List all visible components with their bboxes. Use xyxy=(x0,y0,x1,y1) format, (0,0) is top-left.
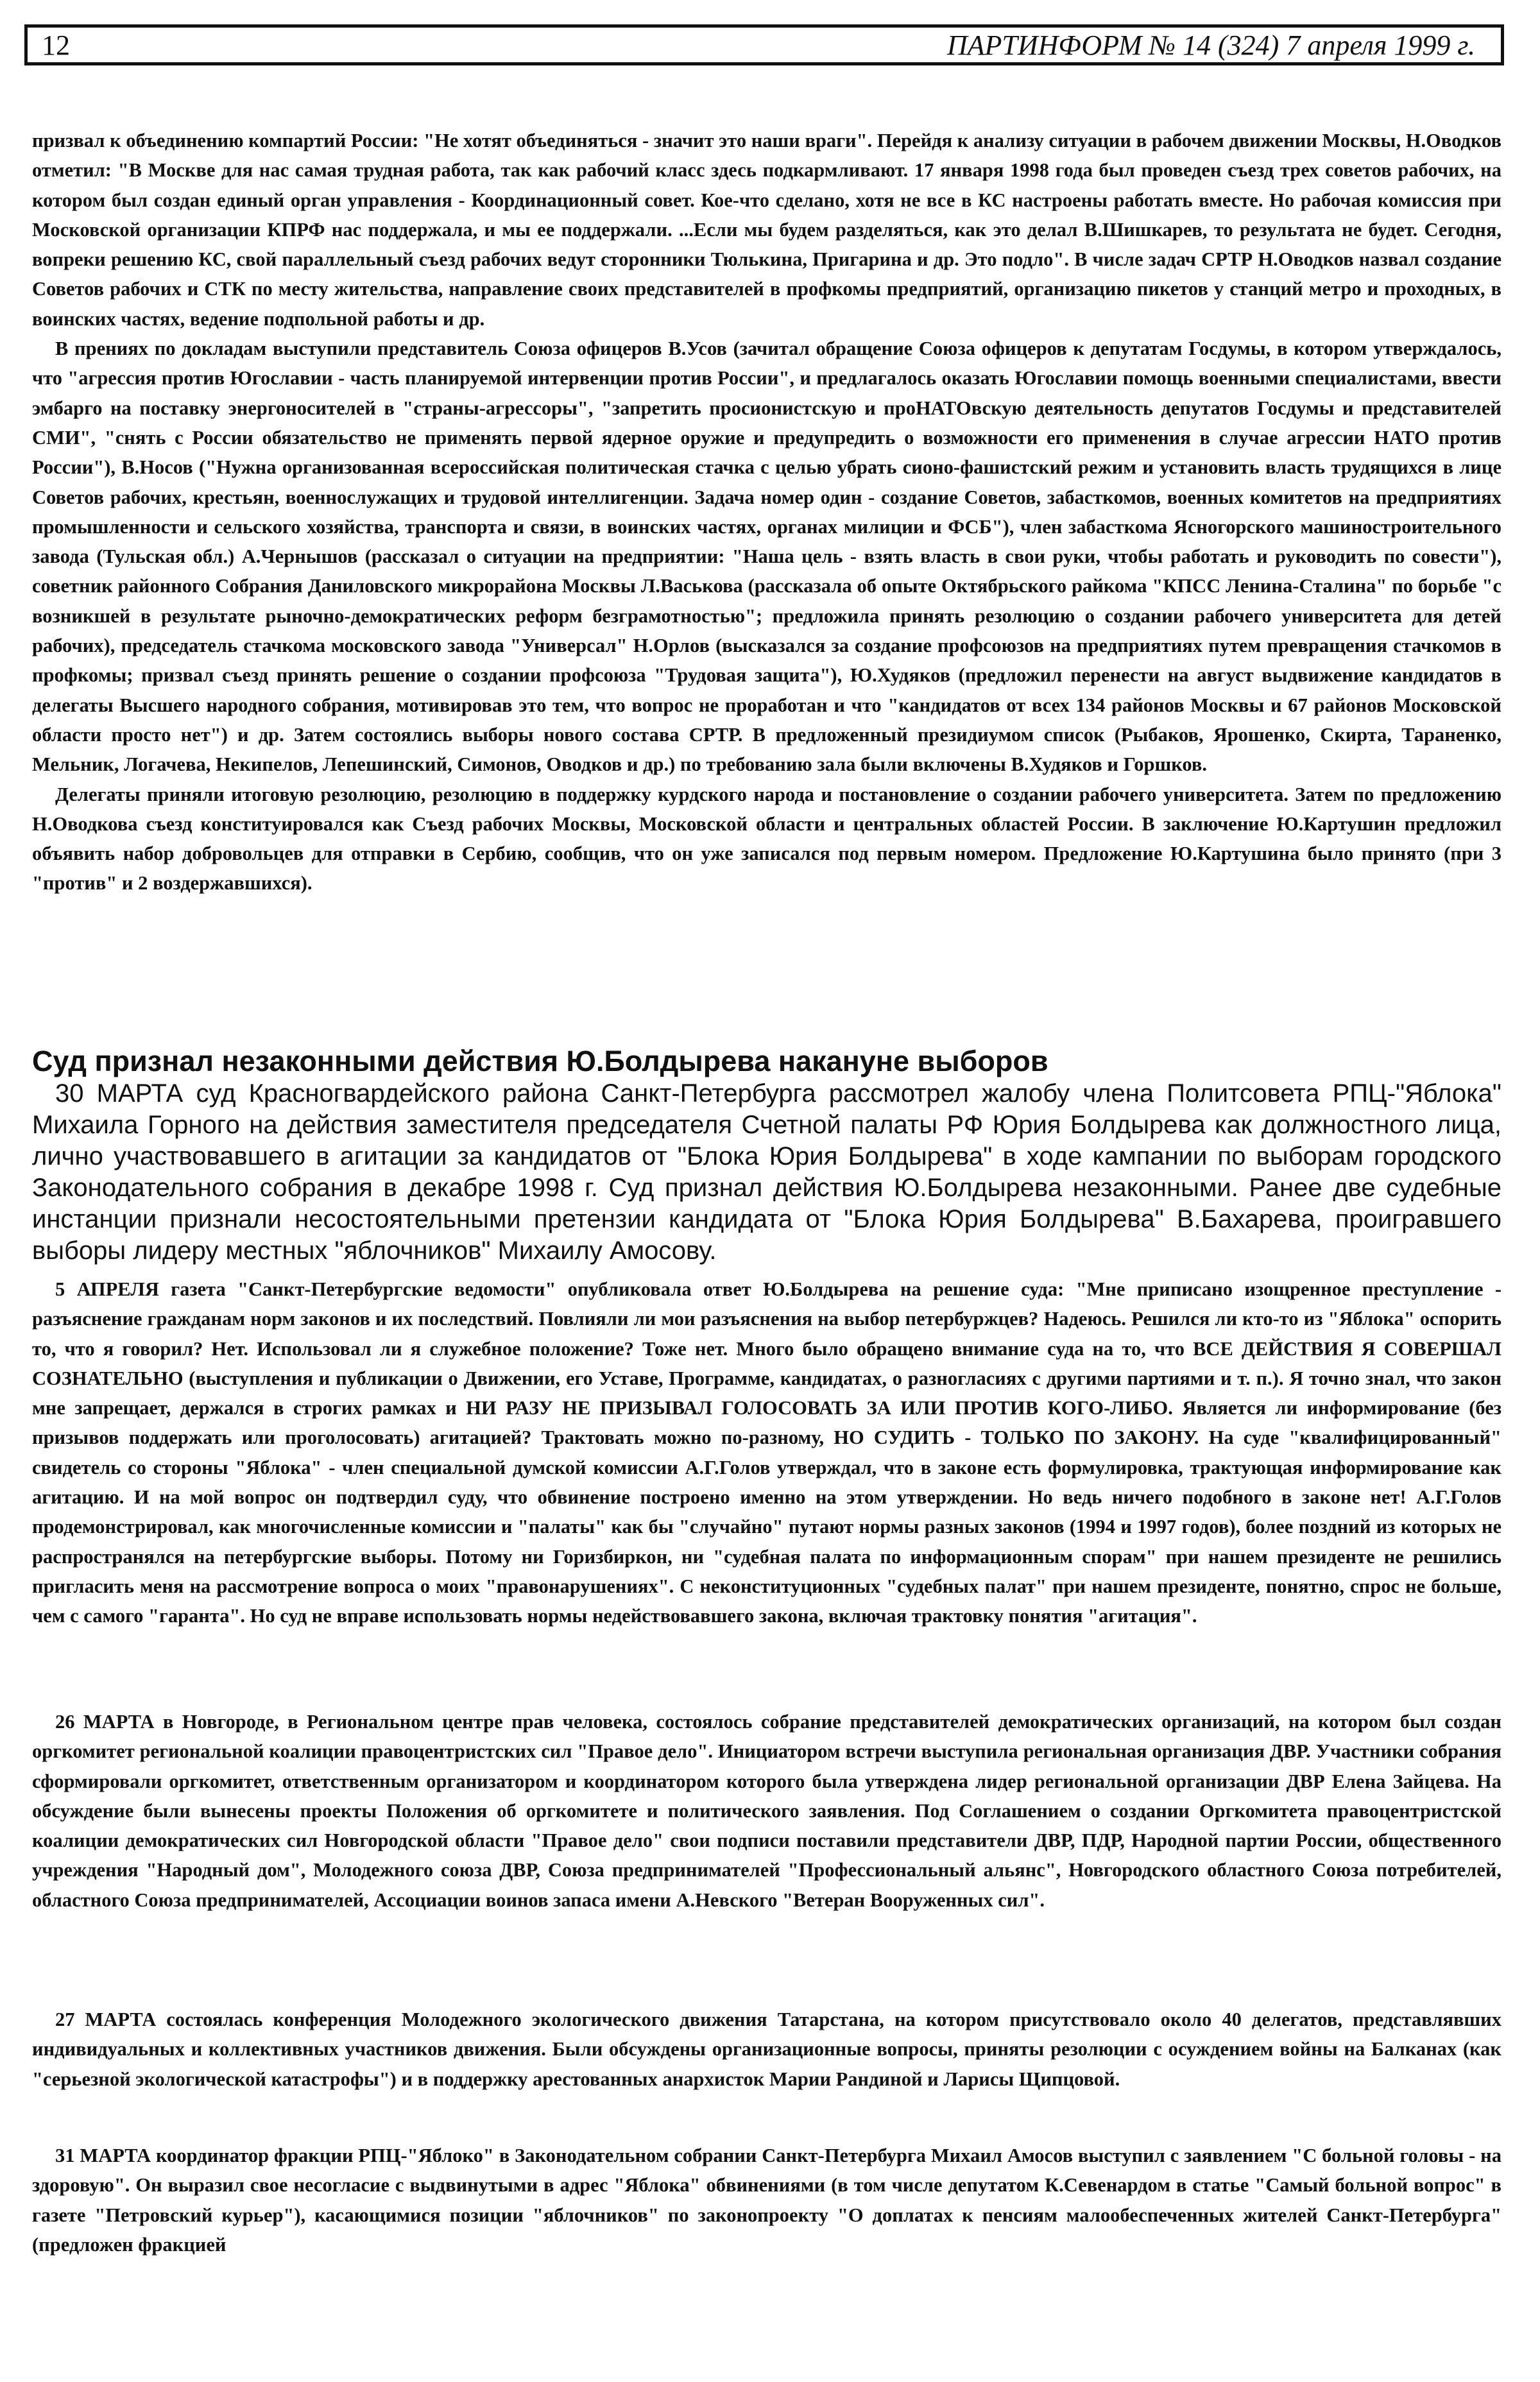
article-headline: Суд признал незаконными действия Ю.Болдырева накануне выборов xyxy=(32,1045,1048,1077)
top-section xyxy=(32,126,1502,898)
boldyrev-article xyxy=(32,1045,1502,1267)
boldyrev-response xyxy=(32,1274,1502,1631)
paragraph-resolution: Делегаты приняли итоговую резолюцию, резолюцию в поддержку курдского народа и постановление о создании рабочего университета. Затем по предложению Н.Оводкова съезд конституировался как Съезд рабочих Москвы, Московской области и центральных областей России. В заключение Ю.Картушин предложил объявить набор добровольцев для отправки в Сербию, сообщив, что он уже записался под первым номером. Предложение Ю.Картушина было принято (при 3 "против" и 2 воздержавшихся). xyxy=(32,783,1502,895)
paragraph-ovodkov-report: призвал к объединению компартий России: "Не хотят объединяться - значит это наши враги". Перейдя к анализу ситуации в рабочем движении Москвы, Н.Оводков отметил: "В Москве для нас самая трудная работа, так как рабочий класс здесь подкармливают. 17 января 1998 года был проведен съезд трех советов рабочих, на котором был создан единый орган управления - Координационный совет. Кое-что сделано, хотя не все в КС настроены работать вместе. Но рабочая комиссия при Московской организации КПРФ нас поддержала, и мы ее поддержали. ...Если мы будем разделяться, как это делал В.Шишкарев, то результата не будет. Сегодня, вопреки решению КС, свой параллельный съезд рабочих ведут сторонники Тюлькина, Пригарина и др. Это подло". В числе задач СРТР Н.Оводков назвал создание Советов рабочих и СТК по месту жительства, направление своих представителей в профкомы предприятий, организацию пикетов у станций метро и проходных, в воинских частях, ведение подпольной работы и др. xyxy=(32,130,1502,330)
news-item-amosov: 31 МАРТА координатор фракции РПЦ-"Яблоко" в Законодательном собрании Санкт-Петербурга Михаил Амосов выступил с заявлением "С больной головы - на здоровую". Он выразил свое несогласие с выдвинутыми в адрес "Яблока" обвинениями (в том числе депутатом К.Севенардом в статье "Самый больной вопрос" в газете "Петровский курьер"), касающимися позиции "яблочников" по законопроекту "О доплатах к пенсиям малообеспеченных жителей Санкт-Петербурга" (предложен фракцией xyxy=(32,2145,1502,2256)
news-item xyxy=(32,1707,1502,1915)
page-header xyxy=(24,24,1504,65)
news-item xyxy=(32,2141,1502,2259)
news-item-novgorod: 26 МАРТА в Новгороде, в Региональном центре прав человека, состоялось собрание представителей демократических организаций, на котором был создан оргкомитет региональной коалиции правоцентристских сил "Правое дело". Инициатором встречи выступила региональная организация ДВР. Участники собрания сформировали оргкомитет, ответственным организатором и координатором которого была утверждена лидер региональной организации ДВР Елена Зайцева. На обсуждение были вынесены проекты Положения об оргкомитете и политического заявления. Под Соглашением о создании Оргкомитета правоцентристской коалиции демократических сил Новгородской области "Правое дело" свои подписи поставили представители ДВР, ПДР, Народной партии России, общественного учреждения "Народный дом", Молодежного союза ДВР, Союза предпринимателей "Профессиональный альянс", Новгородского областного Союза потребителей, областного Союза предпринимателей, Ассоциации воинов запаса имени А.Невского "Ветеран Вооруженных сил". xyxy=(32,1711,1502,1911)
news-item xyxy=(32,2005,1502,2094)
paragraph-debates: В прениях по докладам выступили представитель Союза офицеров В.Усов (зачитал обращение Союза офицеров к депутатам Госдумы, в котором утверждалось, что "агрессия против Югославии - часть планируемой интервенции против России", и предлагалось оказать Югославии помощь военными специалистами, ввести эмбарго на поставку энергоносителей в "страны-агрессоры", "запретить просионистскую и проНАТОвскую деятельность депутатов Госдумы и представителей СМИ", "снять с России обязательство не применять первой ядерное оружие и предупредить о возможности его применения в случае агрессии НАТО против России"), В.Носов ("Нужна организованная всероссийская политическая стачка с целью убрать сионо-фашистский режим и установить власть трудящихся в лице Советов рабочих, крестьян, военнослужащих и трудовой интеллигенции. Задача номер один - создание Советов, забасткомов, военных комитетов на предприятиях промышленности и сельского хозяйства, транспорта и связи, в воинских частях, органах милиции и ФСБ"), член забасткома Ясногорского машиностроительного завода (Тульская обл.) А.Чернышов (рассказал о ситуации на предприятии: "Наша цель - взять власть в свои руки, чтобы работать и руководить по совести"), советник районного Собрания Даниловского микрорайона Москвы Л.Васькова (рассказала об опыте Октябрьского райкома "КПСС Ленина-Сталина" по борьбе "с возникшей в результате рыночно-демократических реформ безграмотностью"; предложила принять резолюцию о создании рабочего университета для детей рабочих), председатель стачкома московского завода "Универсал" Н.Орлов (высказался за создание профсоюзов на предприятиях путем превращения стачкомов в профкомы; призвал съезд принять решение о создании профсоюза "Трудовая защита"), Ю.Худяков (предложил перенести на август выдвижение кандидатов в делегаты Высшего народного собрания, мотивировав это тем, что вопрос не проработан и что "кандидатов от всех 134 районов Москвы и 67 районов Московской области просто нет") и др. Затем состоялись выборы нового состава СРТР. В предложенный президиумом список (Рыбаков, Ярошенко, Скирта, Тараненко, Мельник, Логачева, Некипелов, Лепешинский, Симонов, Оводков и др.) по требованию зала были включены В.Худяков и Горшков. xyxy=(32,338,1502,776)
article-lead: 30 МАРТА суд Красногвардейского района Санкт-Петербурга рассмотрел жалобу члена Политсовета РПЦ-"Яблока" Михаила Горного на действия заместителя председателя Счетной палаты РФ Юрия Болдырева как должностного лица, лично участвовавшего в агитации за кандидатов от "Блока Юрия Болдырева" в ходе кампании по выборам городского Законодательного собрания в декабре 1998 г. Суд признал действия Ю.Болдырева незаконными. Ранее две судебные инстанции признали несостоятельными претензии кандидата от "Блока Юрия Болдырева" В.Бахарева, проигравшего выборы лидеру местных "яблочников" Михаилу Амосову. xyxy=(32,1079,1502,1265)
news-item-tatarstan: 27 МАРТА состоялась конференция Молодежного экологического движения Татарстана, на котором присутствовало около 40 делегатов, представлявших индивидуальных и коллективных участников движения. Были обсуждены организационные вопросы, приняты резолюции с осуждением войны на Балканах (как "серьезной экологической катастрофы") и в поддержку арестованных анархисток Марии Рандиной и Ларисы Щипцовой. xyxy=(32,2009,1502,2090)
article-body: 5 АПРЕЛЯ газета "Санкт-Петербургские ведомости" опубликовала ответ Ю.Болдырева на решение суда: "Мне приписано изощренное преступление - разъяснение гражданам норм законов и их последствий. Повлияли ли мои разъяснения на выбор петербуржцев? Надеюсь. Решился ли кто-то из "Яблока" оспорить то, что я говорил? Нет. Использовал ли я служебное положение? Тоже нет. Много было обращено внимание суда на то, что ВСЕ ДЕЙСТВИЯ Я СОВЕРШАЛ СОЗНАТЕЛЬНО (выступления и публикации о Движении, его Уставе, Программе, кандидатах, о разногласиях с другими партиями и т. п.). Я точно знал, что закон мне запрещает, держался в строгих рамках и НИ РАЗУ НЕ ПРИЗЫВАЛ ГОЛОСОВАТЬ ЗА ИЛИ ПРОТИВ КОГО-ЛИБО. Является ли информирование (без призывов поддержать или проголосовать) агитацией? Трактовать можно по-разному, НО СУДИТЬ - ТОЛЬКО ПО ЗАКОНУ. На суде "квалифицированный" свидетель со стороны "Яблока" - член специальной думской комиссии А.Г.Голов утверждал, что в законе есть формулировка, трактующая информирование как агитацию. И на мой вопрос он подтвердил суду, что обвинение построено именно на этом утверждении. Но ведь ничего подобного в законе нет! А.Г.Голов продемонстрировал, как многочисленные комиссии и "палаты" как бы "случайно" путают нормы разных законов (1994 и 1997 годов), более поздний из которых не распространялся на петербургские выборы. Потому ни Горизбиркон, ни "судебная палата по информационным спорам" при нашем президенте не решились пригласить меня на рассмотрение вопроса о моих "правонарушениях". С неконституционных "судебных палат" при нашем президенте, понятно, спрос не больше, чем с самого "гаранта". Но суд не вправе использовать нормы недействовавшего закона, включая трактовку понятия "агитация". xyxy=(32,1278,1502,1627)
page-number: 12 xyxy=(42,29,70,61)
issue-info: ПАРТИНФОРМ № 14 (324) 7 апреля 1999 г. xyxy=(946,29,1475,61)
